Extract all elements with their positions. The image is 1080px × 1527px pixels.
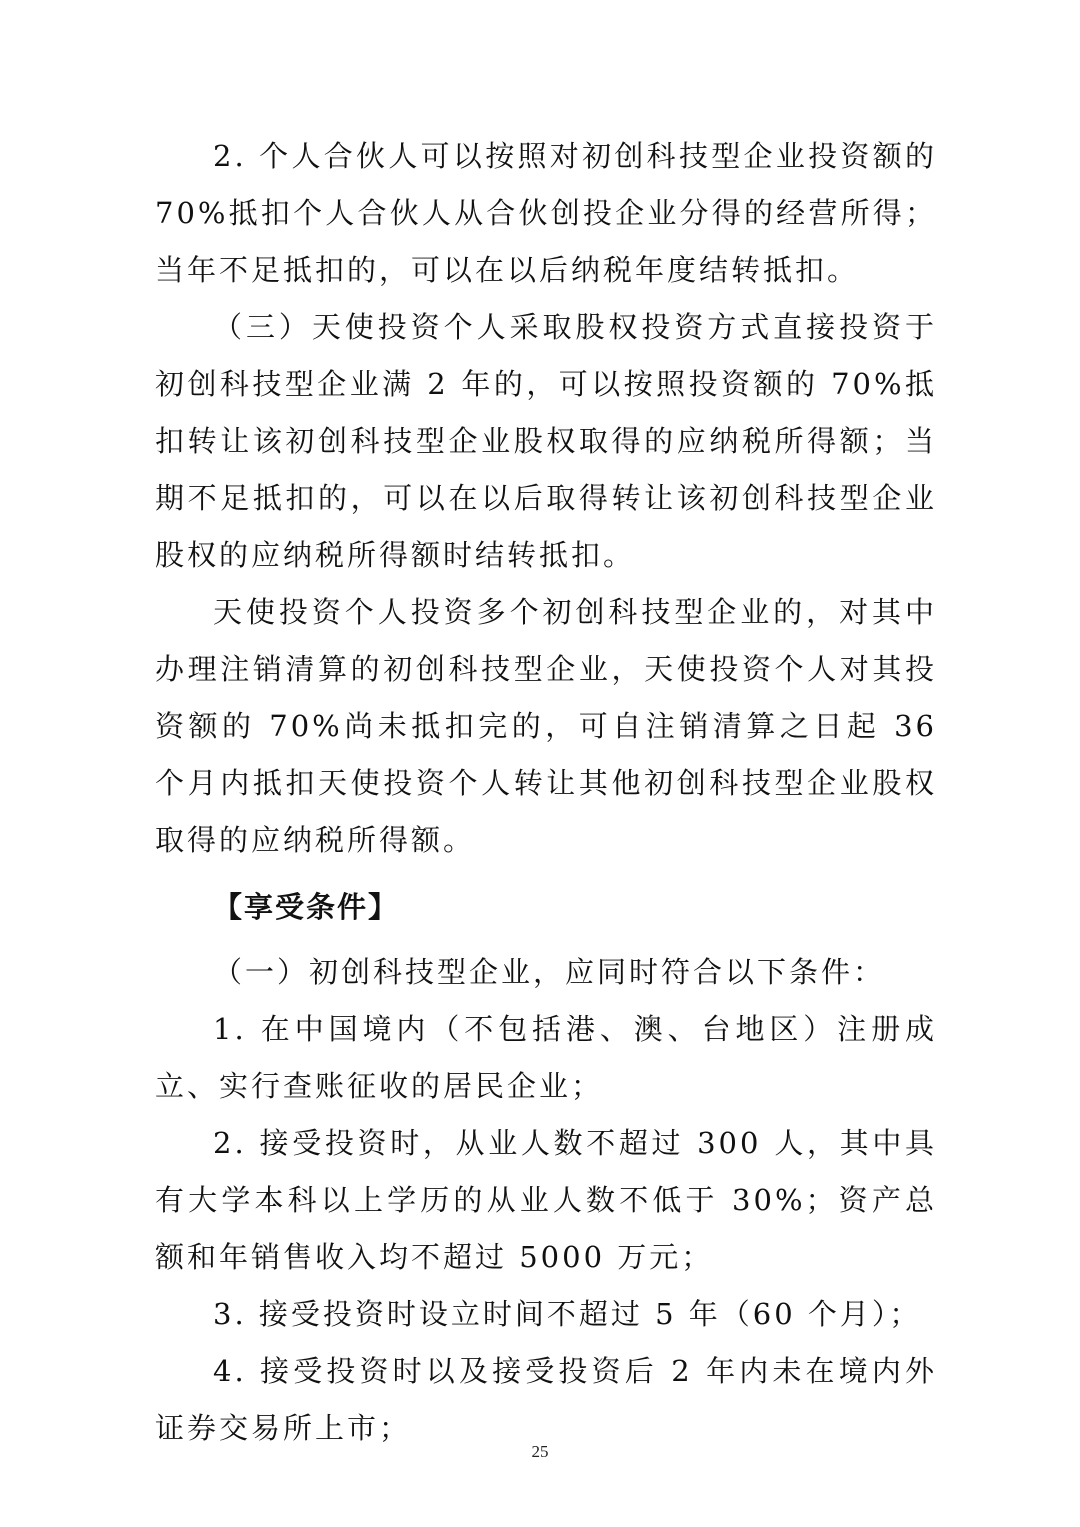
condition-item-1: 1. 在中国境内（不包括港、澳、台地区）注册成立、实行查账征收的居民企业； <box>155 1012 937 1103</box>
paragraph-angel-investor-equity: （三）天使投资个人采取股权投资方式直接投资于初创科技型企业满 2 年的，可以按照投资额的 70%抵扣转让该初创科技型企业股权取得的应纳税所得额；当期不足抵扣的，可以在以后取得转让该初创科技型企业股权的应纳税所得额时结转抵扣。 <box>155 310 937 572</box>
condition-item-3: 3. 接受投资时设立时间不超过 5 年（60 个月）； <box>213 1297 922 1331</box>
condition-intro: （一）初创科技型企业，应同时符合以下条件： <box>213 955 886 989</box>
condition-item-4: 4. 接受投资时以及接受投资后 2 年内未在境内外证券交易所上市； <box>155 1354 937 1445</box>
condition-item-2: 2. 接受投资时，从业人数不超过 300 人，其中具有大学本科以上学历的从业人数不低于 30%；资产总额和年销售收入均不超过 5000 万元； <box>155 1126 937 1274</box>
document-body <box>155 128 937 1457</box>
page-number: 25 <box>531 1442 549 1461</box>
paragraph-angel-investor-liquidation: 天使投资个人投资多个初创科技型企业的，对其中办理注销清算的初创科技型企业，天使投资个人对其投资额的 70%尚未抵扣完的，可自注销清算之日起 36 个月内抵扣天使投资个人转让其他初创科技型企业股权取得的应纳税所得额。 <box>155 595 937 857</box>
section-heading-conditions: 【享受条件】 <box>213 890 400 924</box>
paragraph-partner-deduction: 2. 个人合伙人可以按照对初创科技型企业投资额的 70%抵扣个人合伙人从合伙创投企业分得的经营所得；当年不足抵扣的，可以在以后纳税年度结转抵扣。 <box>155 139 937 287</box>
